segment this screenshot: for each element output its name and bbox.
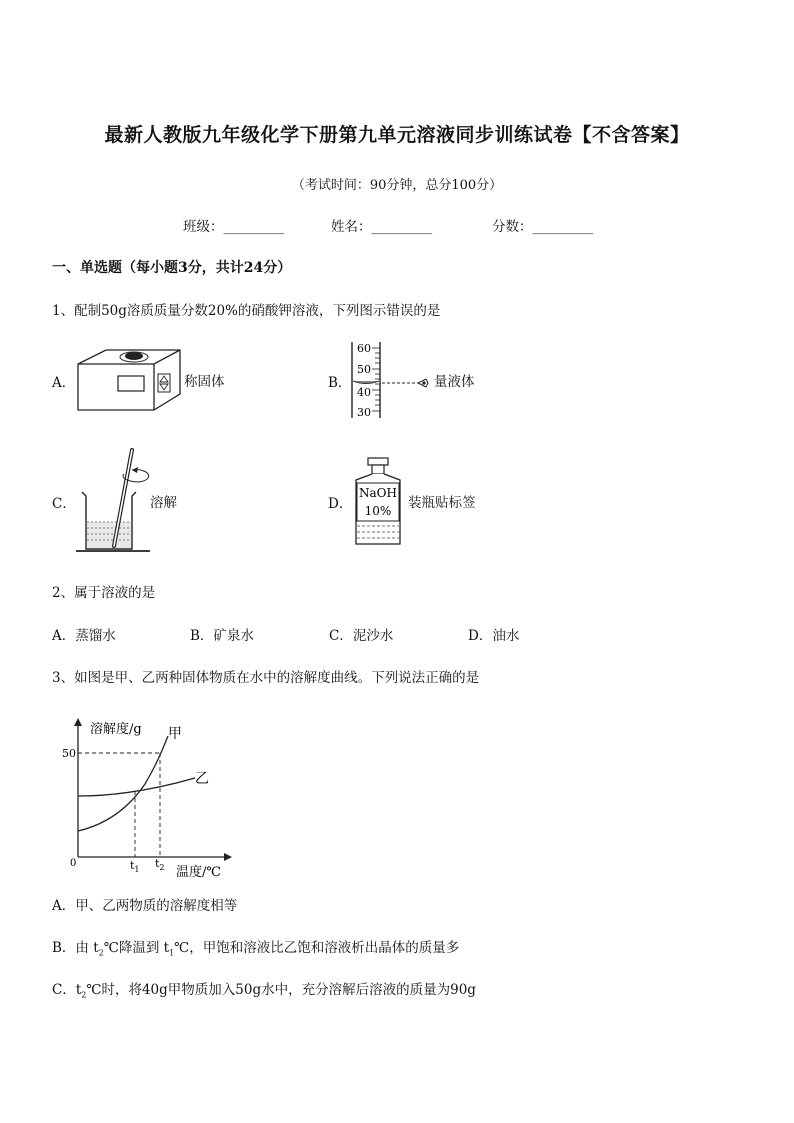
curve-yi	[78, 778, 195, 796]
q1-stem: 1、配制50g溶质质量分数20%的硝酸钾溶液，下列图示错误的是	[52, 303, 441, 319]
chart-xtick-t1: $t_1$	[130, 859, 140, 874]
exam-subtitle: （考试时间：90分钟，总分100分）	[291, 178, 503, 193]
score-field: 分数：_________	[492, 219, 594, 235]
chart-xtick-t2: $t_2$	[155, 857, 165, 872]
q3-option-b: B．由 $t_2℃$降温到 $t_1℃$，甲饱和溶液比乙饱和溶液析出晶体的质量多	[52, 940, 460, 958]
bottle-label-concentration: 10%	[364, 504, 392, 518]
q2-stem: 2、属于溶液的是	[52, 585, 156, 601]
cylinder-tick-label: 40	[357, 386, 371, 399]
chart-series-jia: 甲	[168, 726, 182, 742]
q1-option-a-label: 称固体	[184, 374, 225, 390]
solubility-curve-chart	[60, 716, 240, 886]
reagent-bottle-icon	[350, 456, 406, 548]
q1-option-c-letter: C．	[52, 496, 76, 512]
chart-series-yi: 乙	[195, 771, 209, 787]
exam-title: 最新人教版九年级化学下册第九单元溶液同步训练试卷【不含答案】	[104, 124, 690, 146]
balance-icon	[76, 346, 184, 414]
q1-option-b-label: 量液体	[434, 374, 475, 390]
curve-jia	[78, 736, 168, 831]
beaker-icon	[72, 444, 154, 556]
graduated-cylinder-icon	[338, 336, 438, 420]
q1-option-c-label: 溶解	[150, 495, 177, 511]
bottle-label-chemical: NaOH	[359, 486, 397, 500]
cylinder-tick-label: 50	[357, 363, 371, 376]
cylinder-tick-label: 30	[357, 406, 371, 419]
q3-stem: 3、如图是甲、乙两种固体物质在水中的溶解度曲线。下列说法正确的是	[52, 670, 480, 686]
q2-option-b: B．矿泉水	[190, 628, 254, 644]
chart-ylabel: 溶解度/g	[90, 722, 142, 737]
q2-option-c: C．泥沙水	[329, 628, 394, 644]
class-field: 班级：_________	[183, 219, 285, 235]
q1-option-d-label: 装瓶贴标签	[408, 495, 476, 511]
q3-option-c: C．$t_2℃$时，将40g甲物质加入50g水中，充分溶解后溶液的质量为90g	[52, 982, 476, 1000]
q1-option-d-letter: D．	[328, 496, 353, 512]
q1-option-b-letter: B．	[328, 375, 352, 391]
chart-xlabel: 温度/℃	[176, 865, 221, 880]
name-field: 姓名：_________	[331, 219, 433, 235]
q3-option-a: A．甲、乙两物质的溶解度相等	[52, 898, 238, 914]
chart-origin: 0	[70, 858, 77, 869]
cylinder-tick-label: 60	[357, 342, 371, 355]
chart-ytick-50: 50	[62, 747, 76, 760]
q1-option-a-letter: A．	[52, 375, 76, 391]
section-heading: 一、单选题（每小题3分，共计24分）	[52, 260, 292, 276]
q2-option-a: A．蒸馏水	[52, 628, 116, 644]
q2-option-d: D．油水	[468, 628, 520, 644]
